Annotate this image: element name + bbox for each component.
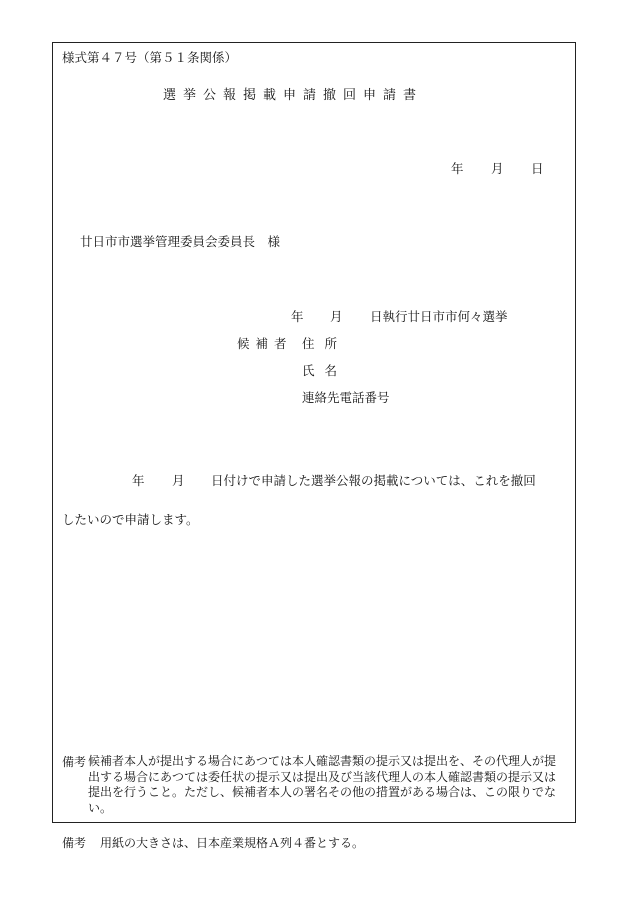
form-number: 様式第４７号（第５１条関係） bbox=[62, 50, 238, 65]
date-year: 年 bbox=[451, 161, 464, 176]
inner-notes-label: 備考 bbox=[62, 755, 87, 769]
body-line-2: したいので申請します。 bbox=[62, 512, 199, 527]
body-line-1: 日付けで申請した選挙公報の掲載については、これを撤回 bbox=[211, 473, 536, 488]
date-month: 月 bbox=[491, 161, 504, 176]
election-year: 年 bbox=[291, 309, 304, 324]
election-name: 日執行廿日市市何々選挙 bbox=[370, 309, 508, 324]
addressee: 廿日市市選挙管理委員会委員長 様 bbox=[80, 234, 281, 249]
form-frame bbox=[52, 42, 576, 823]
document-title: 選挙公報掲載申請撤回申請書 bbox=[163, 88, 424, 103]
candidate-label: 候補者 bbox=[237, 336, 293, 351]
election-month: 月 bbox=[330, 309, 343, 324]
body-month: 月 bbox=[172, 473, 185, 488]
inner-notes-text: 候補者本人が提出する場合にあつては本人確認書類の提示又は提出を、その代理人が提出する場合にあつては委任状の提示又は提出及び当該代理人の本人確認書類の提示又は提出を行うこと。ただし、候補者本人の署名その他の措置がある場合は、この限りでない。 bbox=[88, 754, 557, 815]
body-year: 年 bbox=[132, 473, 145, 488]
address-label: 住所 bbox=[302, 336, 348, 351]
date-day: 日 bbox=[531, 161, 544, 176]
phone-label: 連絡先電話番号 bbox=[302, 390, 390, 405]
outer-notes-label: 備考 bbox=[62, 836, 87, 850]
name-label: 氏名 bbox=[302, 363, 348, 378]
outer-notes-text: 用紙の大きさは、日本産業規格Ａ列４番とする。 bbox=[100, 836, 365, 850]
